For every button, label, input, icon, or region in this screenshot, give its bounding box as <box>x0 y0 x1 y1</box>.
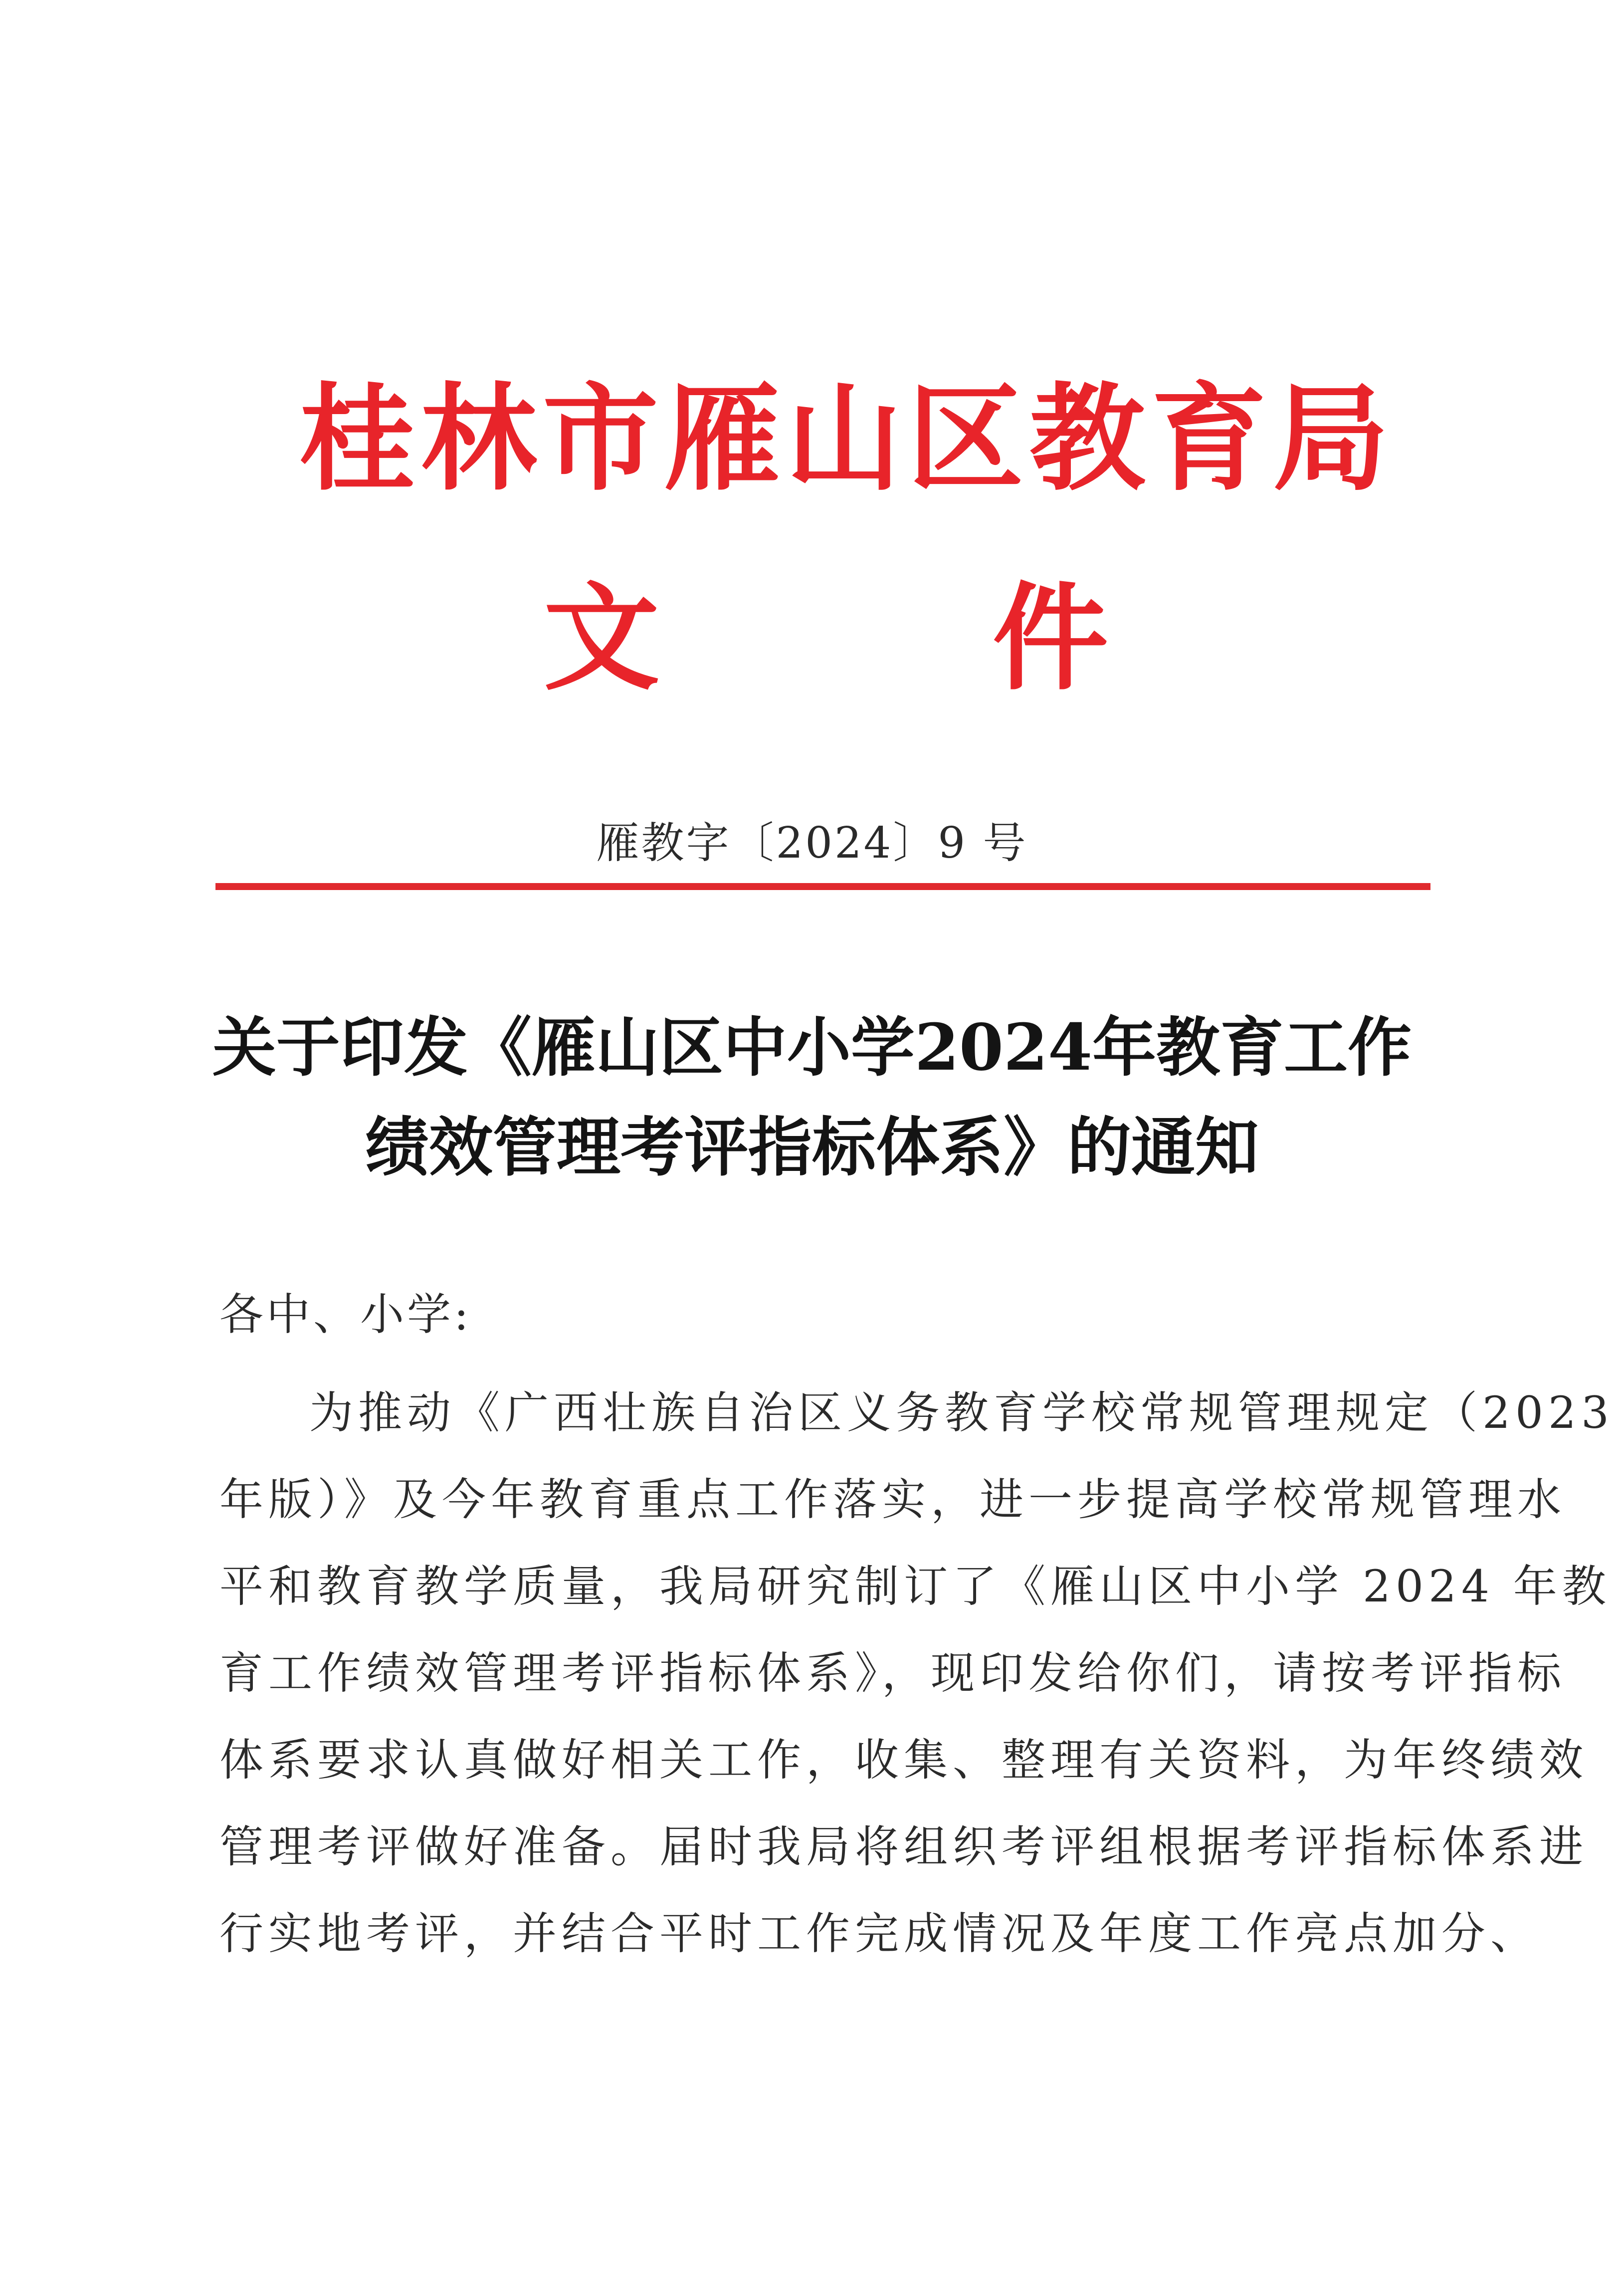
document-number: 雁教字〔2024〕9 号 <box>596 818 1028 868</box>
body-line: 管理考评做好准备。届时我局将组织考评组根据考评指标体系进 <box>219 1821 1589 1872</box>
body-line: 年版）》及今年教育重点工作落实，进一步提高学校常规管理水 <box>219 1474 1567 1525</box>
salutation: 各中、小学: <box>219 1289 472 1340</box>
body-paragraph <box>219 1369 1614 1977</box>
red-separator-line <box>215 883 1430 890</box>
letterhead-doc-word-right: 件 <box>993 571 1109 706</box>
body-line: 平和教育教学质量，我局研究制订了《雁山区中小学 2024 年教 <box>219 1561 1611 1612</box>
body-line: 为推动《广西壮族自治区义务教育学校常规管理规定（2023 <box>309 1387 1614 1438</box>
letterhead-doc-word-left: 文 <box>544 571 660 706</box>
body-line: 体系要求认真做好相关工作，收集、整理有关资料，为年终绩效 <box>219 1734 1589 1786</box>
notice-title-line-2: 绩效管理考评指标体系》的通知 <box>365 1110 1259 1185</box>
notice-title <box>0 998 1624 1197</box>
notice-title-line-1: 关于印发《雁山区中小学2024年教育工作 <box>212 1010 1412 1085</box>
body-line: 育工作绩效管理考评指标体系》，现印发给你们，请按考评指标 <box>219 1647 1567 1699</box>
body-line: 行实地考评，并结合平时工作完成情况及年度工作亮点加分、 <box>219 1908 1540 1959</box>
letterhead-org-name: 桂林市雁山区教育局 <box>299 372 1395 506</box>
